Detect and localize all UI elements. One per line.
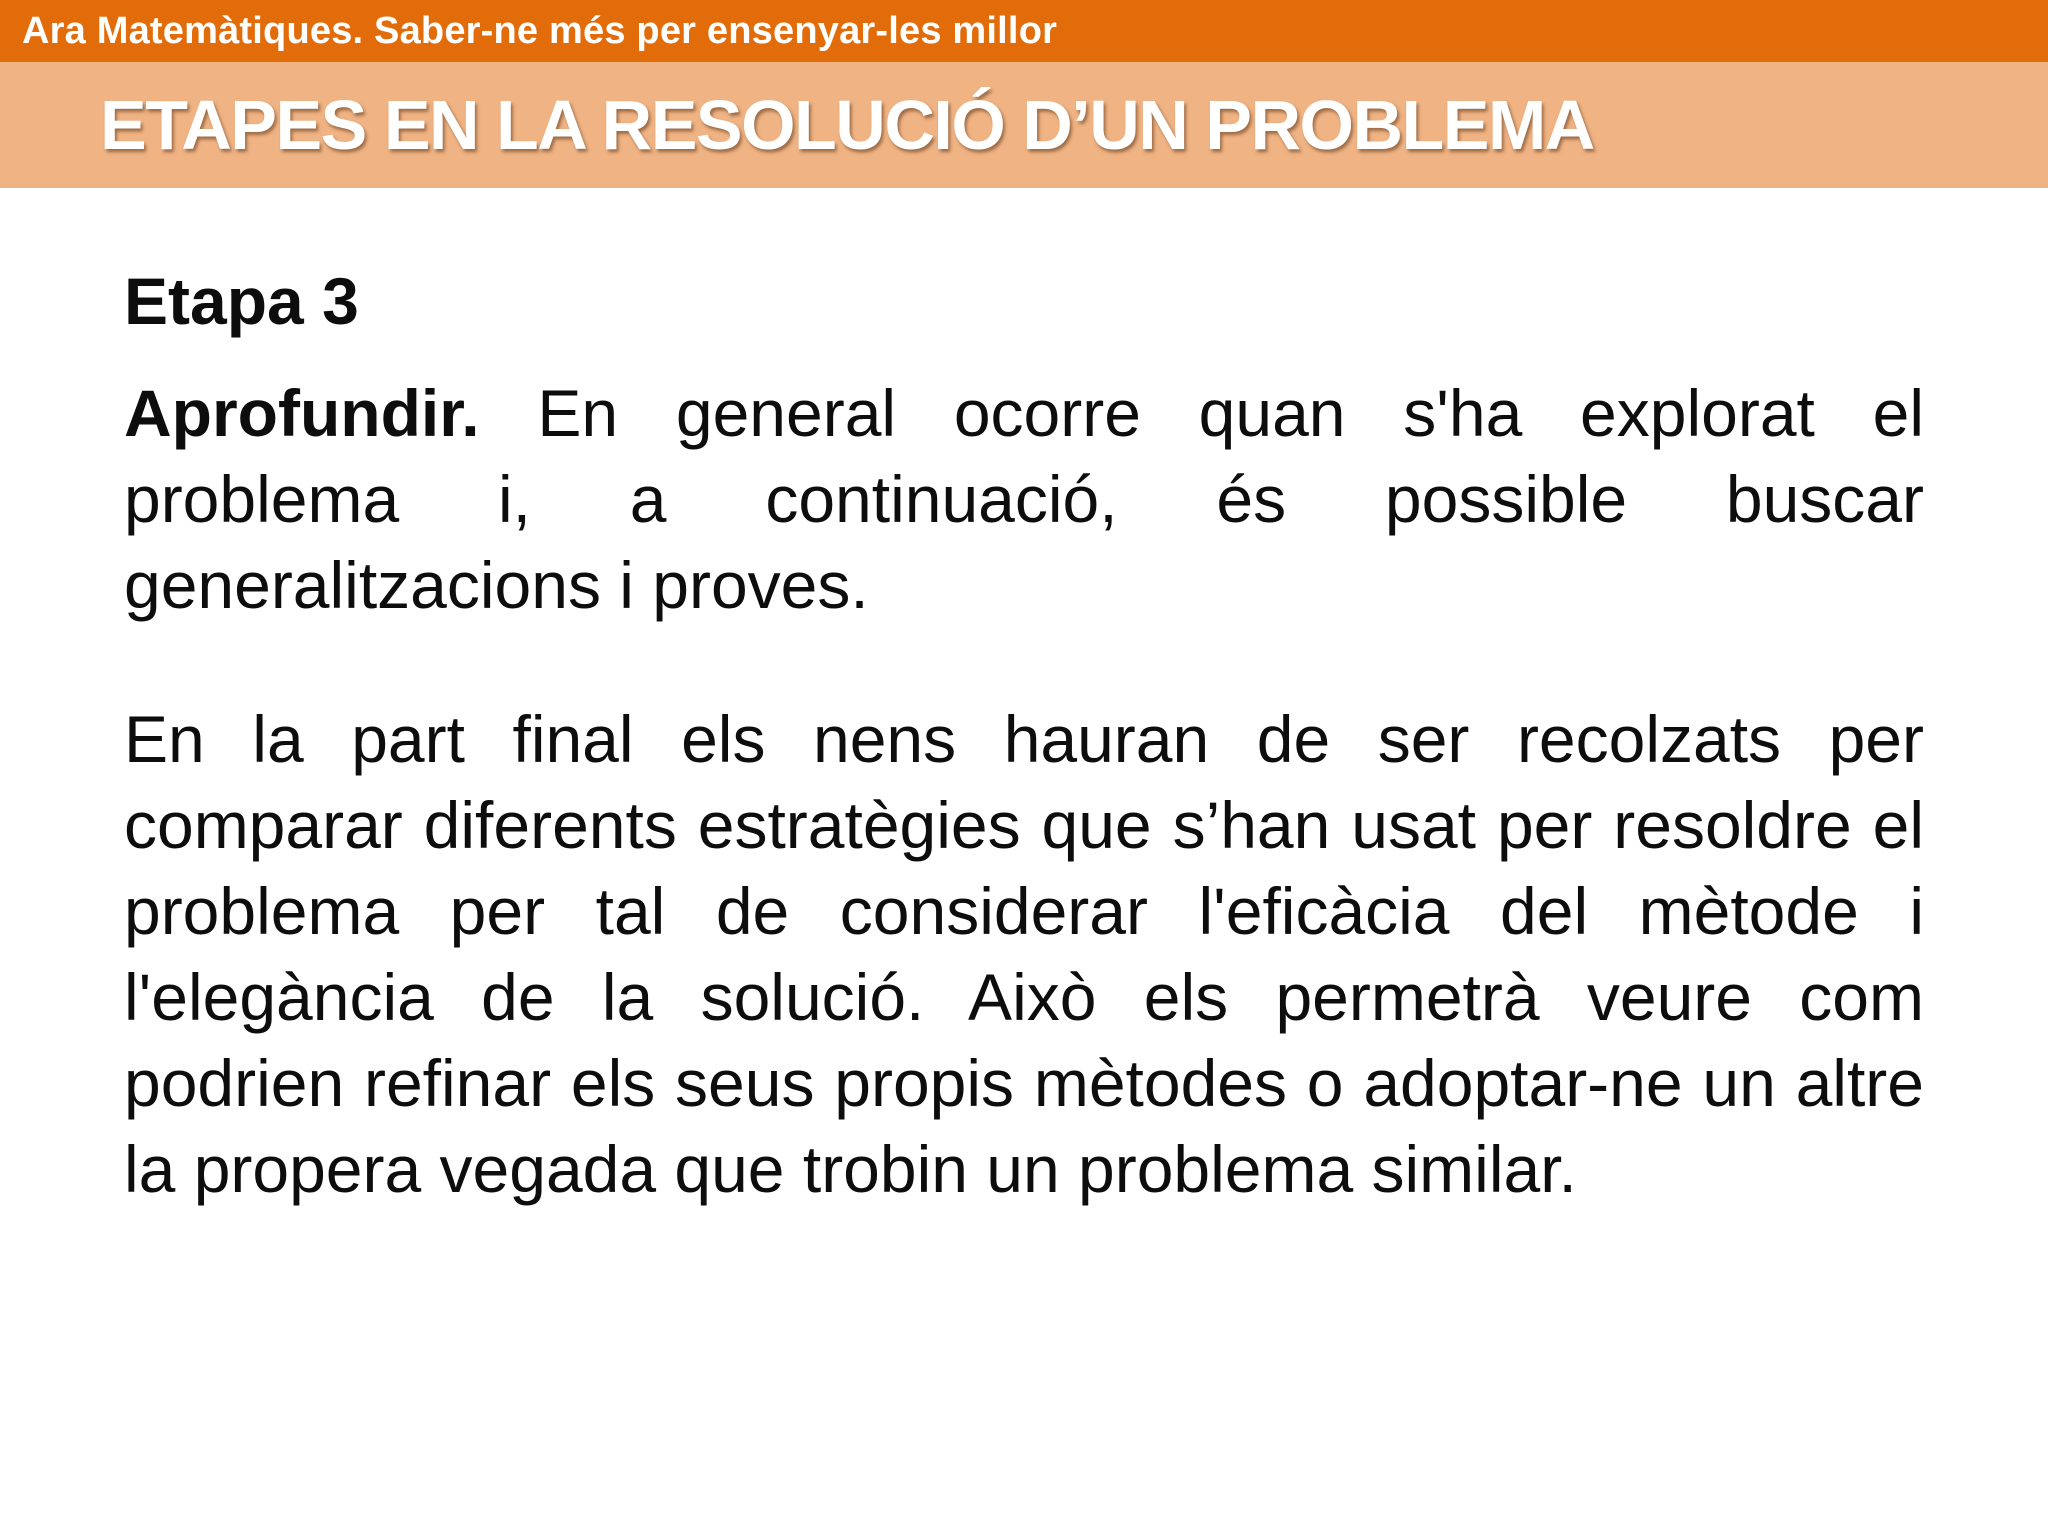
paragraph-deepen-text: En general ocorre quan s'ha explorat el problema i, a continuació, és possible buscar generalitzacions i proves. — [124, 376, 1924, 622]
paragraph-final-part: En la part final els nens hauran de ser recolzats per comparar diferents estratègies que s’han usat per resoldre el problema per tal de considerar l'eficàcia del mètode i l'elegància de la solució. Això els permetrà veure com podrien refinar els seus propis mètodes o adoptar-ne un altre la propera vegada que trobin un problema similar. — [124, 702, 1924, 1206]
lead-term: Aprofundir. — [124, 376, 480, 450]
paragraph-deepen — [124, 370, 1924, 628]
course-title: Ara Matemàtiques. Saber-ne més per ensenyar-les millor — [22, 9, 1058, 52]
slide-title: ETAPES EN LA RESOLUCIÓ D’UN PROBLEMA — [100, 86, 1594, 164]
stage-heading: Etapa 3 — [124, 264, 359, 338]
slide-content — [124, 258, 1924, 1212]
top-header-bar — [0, 0, 2048, 62]
slide-title-band — [0, 62, 2048, 188]
